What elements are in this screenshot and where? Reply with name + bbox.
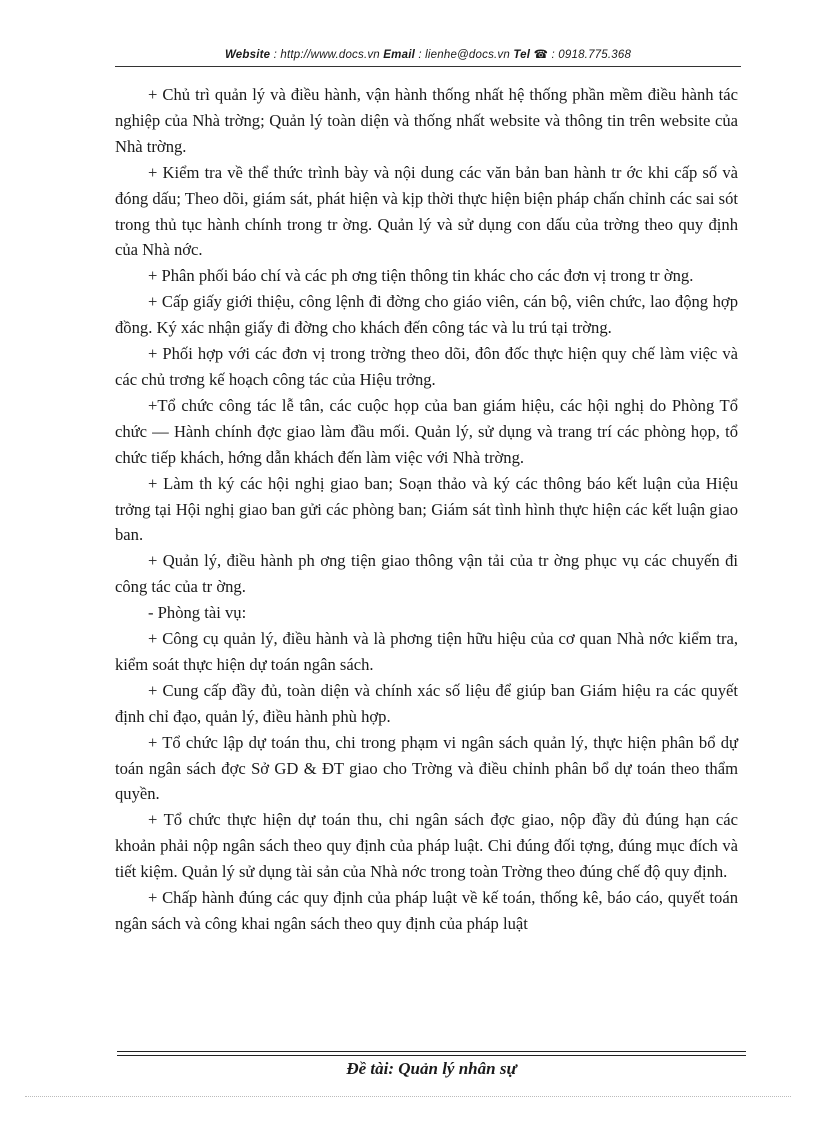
paragraph: + Cấp giấy giới thiệu, công lệnh đi đờng cho giáo viên, cán bộ, viên chức, lao động hợp đồng. Ký xác nhận giấy đi đờng cho khách đến công tác và lu trú tại trờng. [115, 292, 738, 338]
paragraph: + Tổ chức lập dự toán thu, chi trong phạm vi ngân sách quản lý, thực hiện phân bổ dự toán ngân sách đợc Sở GD & ĐT giao cho Trờng và điều chỉnh phân bổ dự toán theo thẩm quyền. [115, 732, 738, 804]
paragraph: + Phân phối báo chí và các ph ơng tiện thông tin khác cho các đơn vị trong tr ờng. [148, 266, 694, 286]
tel-label: Tel [513, 49, 531, 61]
footer-divider [117, 1051, 746, 1056]
page-header [115, 47, 741, 61]
header-divider [115, 66, 741, 67]
paragraph: + Phối hợp với các đơn vị trong trờng theo dõi, đôn đốc thực hiện quy chế làm việc và các chủ trơng kế hoạch công tác của Hiệu trởng. [115, 344, 738, 389]
email-value: : lienhe@docs.vn [414, 49, 514, 61]
paragraph: + Chấp hành đúng các quy định của pháp luật về kế toán, thống kê, báo cáo, quyết toán ngân sách và công khai ngân sách theo quy định của pháp luật [115, 888, 738, 933]
document-body [115, 82, 738, 937]
paragraph: + Chủ trì quản lý và điều hành, vận hành thống nhất hệ thống phần mềm điều hành tác nghiệp của Nhà trờng; Quản lý toàn diện và thống nhất website và thông tin trên website của Nhà trờng. [115, 85, 738, 156]
paragraph: + Quản lý, điều hành ph ơng tiện giao thông vận tải của tr ờng phục vụ các chuyến đi công tác của tr ờng. [115, 551, 738, 597]
phone-icon: ☎ [533, 49, 549, 61]
paragraph: + Cung cấp đầy đủ, toàn diện và chính xác số liệu để giúp ban Giám hiệu ra các quyết định chỉ đạo, quản lý, điều hành phù hợp. [115, 680, 738, 726]
paragraph: + Tổ chức thực hiện dự toán thu, chi ngân sách đợc giao, nộp đầy đủ đúng hạn các khoản phải nộp ngân sách theo quy định của pháp luật. Chi đúng đối tợng, đúng mục đích và tiết kiệm. Quản lý sử dụng tài sản của Nhà nớc trong toàn Trờng theo đúng chế độ quy định. [115, 810, 738, 882]
website-label: Website [224, 49, 271, 61]
section-heading: - Phòng tài vụ: [148, 603, 247, 623]
page-edge-dotted-line [25, 1096, 791, 1097]
paragraph: + Kiểm tra về thể thức trình bày và nội dung các văn bản ban hành tr ớc khi cấp số và đóng dấu; Theo dõi, giám sát, phát hiện và kịp thời thực hiện biện pháp chấn chỉnh các sai sót trong thủ tục hành chính trong tr ờng. Quản lý và sử dụng con dấu của trờng theo quy định của Nhà nớc. [115, 162, 738, 260]
paragraph: +Tổ chức công tác lễ tân, các cuộc họp của ban giám hiệu, các hội nghị do Phòng Tổ chức — Hành chính đợc giao làm đầu mối. Quản lý, sử dụng và trang trí các phòng họp, tổ chức tiếp khách, hớng dẫn khách đến làm việc với Nhà trờng. [115, 395, 738, 467]
tel-value: : 0918.775.368 [548, 49, 632, 61]
website-value: : http://www.docs.vn [270, 49, 384, 61]
email-label: Email [383, 49, 415, 61]
paragraph: + Làm th ký các hội nghị giao ban; Soạn thảo và ký các thông báo kết luận của Hiệu trởng tại Hội nghị giao ban gửi các phòng ban; Giám sát tình hình thực hiện các kết luận giao ban. [115, 473, 738, 545]
footer-title: Đề tài: Quản lý nhân sự [346, 1059, 517, 1078]
paragraph: + Công cụ quản lý, điều hành và là phơng tiện hữu hiệu của cơ quan Nhà nớc kiểm tra, kiểm soát thực hiện dự toán ngân sách. [115, 629, 738, 674]
